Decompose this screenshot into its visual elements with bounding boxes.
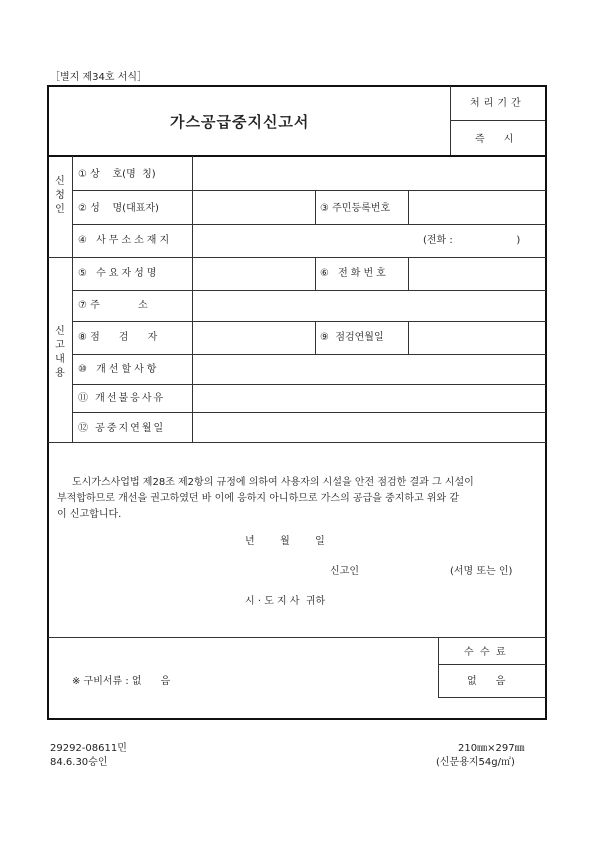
- statement-line-2: 부적합하므로 개선을 권고하였던 바 이에 응하지 아니하므로 가스의 공급을 중지하고 위와 같: [57, 493, 460, 504]
- phone-field[interactable]: [409, 258, 545, 289]
- frame-left: [47, 85, 49, 720]
- reporter-label: 신고인: [330, 566, 359, 577]
- consumer-name-field[interactable]: [193, 258, 315, 289]
- nonimprovement-reason-label: ⑪ 개선불응사유: [78, 393, 166, 404]
- office-address-label: ④ 사무소소재지: [78, 235, 173, 246]
- suspension-date-label: ⑫ 공중지연월일: [78, 423, 166, 434]
- resident-number-field[interactable]: [409, 191, 545, 224]
- nonimprovement-reason-field[interactable]: [193, 385, 545, 412]
- fee-value: 없 음: [467, 676, 506, 687]
- signature-label: (서명 또는 인): [450, 566, 513, 577]
- phone-note: (전화 : ): [423, 235, 521, 246]
- improvement-items-field[interactable]: [193, 355, 545, 384]
- phone-label: ⑥ 전화번호: [320, 268, 389, 279]
- inspector-label: ⑧ 점 검 자: [78, 332, 158, 343]
- paper-type: (신문용지54g/㎡): [436, 757, 515, 768]
- date-line: 년 월 일: [245, 536, 325, 547]
- form-number: ［별지 제34호 서식］: [50, 72, 148, 83]
- trade-name-field[interactable]: [193, 157, 545, 190]
- representative-name-field[interactable]: [193, 191, 315, 224]
- fee-label: 수 수 료: [464, 647, 506, 658]
- required-documents: ※ 구비서류 : 없 음: [72, 676, 171, 687]
- frame-right: [545, 85, 547, 720]
- report-section-label: 신 고 내 용: [55, 326, 65, 379]
- suspension-date-field[interactable]: [193, 413, 545, 442]
- inspection-date-label: ⑨ 점검연월일: [320, 332, 384, 343]
- improvement-items-label: ⑩ 개선할사항: [78, 364, 160, 375]
- statement-line-3: 이 신고합니다.: [57, 509, 122, 520]
- page-title: 가스공급중지신고서: [170, 113, 310, 131]
- inspector-field[interactable]: [193, 322, 315, 353]
- trade-name-label: ① 상 호(명 칭): [78, 169, 156, 180]
- frame-top: [47, 85, 547, 87]
- paper-size: 210㎜×297㎜: [458, 743, 525, 754]
- form-code: 29292-08611민: [50, 743, 127, 754]
- frame-bottom: [47, 718, 547, 720]
- inspection-date-field[interactable]: [409, 322, 545, 353]
- representative-name-label: ② 성 명(대표자): [78, 203, 159, 214]
- processing-period-value: 즉 시: [475, 134, 514, 145]
- address-label: ⑦ 주 소: [78, 300, 148, 311]
- consumer-name-label: ⑤ 수요자성명: [78, 268, 160, 279]
- statement-line-1: 도시가스사업법 제28조 제2항의 규정에 의하여 사용자의 시설을 안전 점검한 결과 그 시설이: [72, 477, 474, 488]
- address-field[interactable]: [193, 291, 545, 321]
- processing-period-label: 처리기간: [470, 98, 525, 109]
- resident-number-label: ③ 주민등록번호: [320, 203, 391, 214]
- approval-date: 84.6.30승인: [50, 757, 108, 768]
- addressee: 시 · 도 지 사 귀하: [245, 596, 326, 607]
- applicant-section-label: 신 청 인: [55, 176, 65, 215]
